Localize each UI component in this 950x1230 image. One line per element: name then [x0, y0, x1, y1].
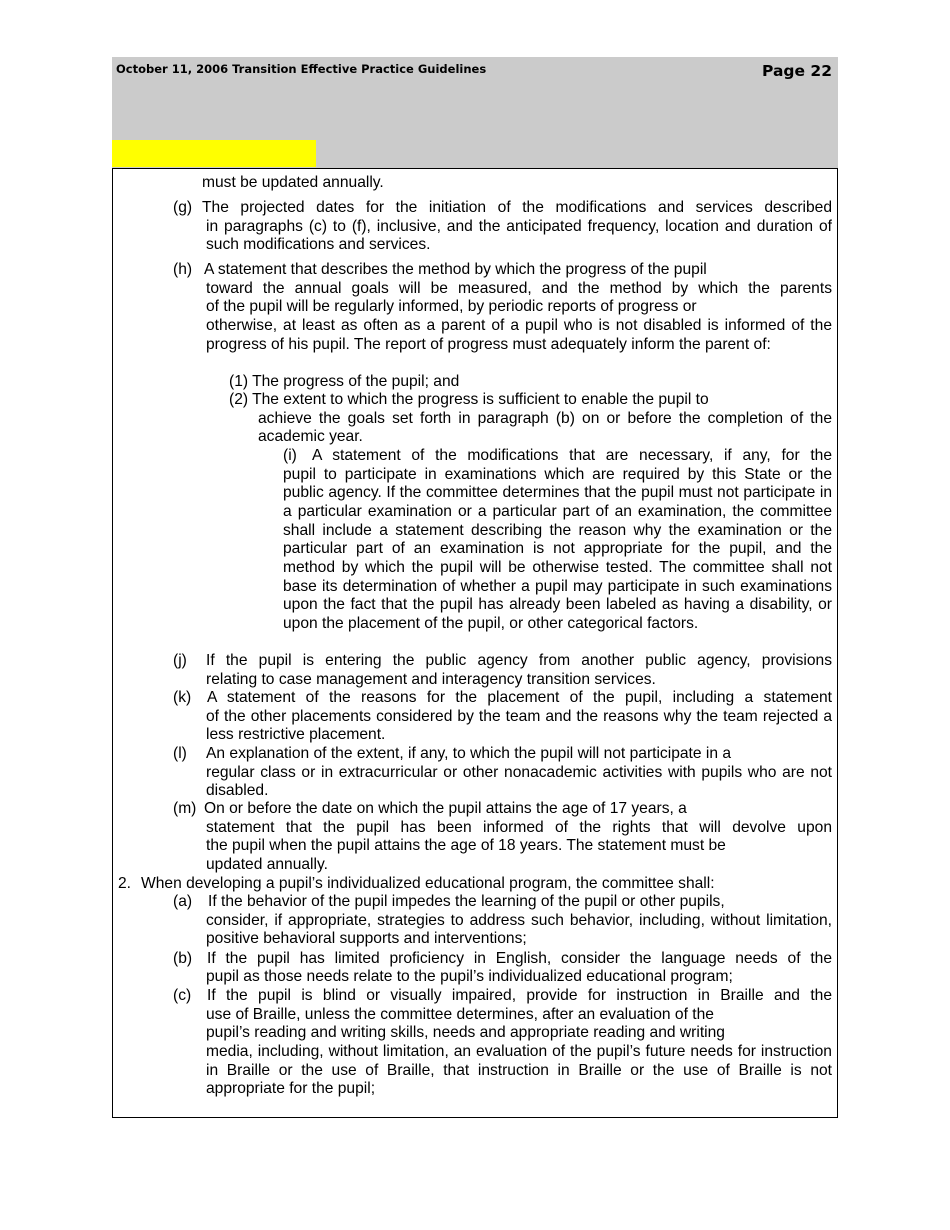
item-g-label: (g): [173, 199, 193, 216]
item-j-label: (j): [173, 652, 187, 669]
highlight-bar: [112, 140, 316, 167]
item-i-label: (i): [283, 447, 297, 464]
item-l-label: (l): [173, 745, 187, 762]
item-2c-label: (c): [173, 987, 192, 1004]
item-2a-text: consider, if appropriate, strategies to address such behavior, including, without limitation, positive behavioral supports and interventions;: [206, 911, 832, 948]
item-2c-text: media, including, without limitation, an evaluation of the pupil’s future needs for instruction in Braille or the use of Braille, that instruction in Braille or the use of Braille is not appropriate for the pupil;: [206, 1043, 832, 1098]
item-g-text: in paragraphs (c) to (f), inclusive, and the anticipated frequency, location and duration of such modifications and services.: [206, 217, 832, 254]
item-2a-label: (a): [173, 893, 193, 910]
header-title: October 11, 2006 Transition Effective Practice Guidelines: [116, 62, 487, 76]
item-l-text: regular class or in extracurricular or other nonacademic activities with pupils who are not disabled.: [206, 763, 832, 800]
item-2a-first: If the behavior of the pupil impedes the learning of the pupil or other pupils,: [208, 893, 725, 910]
item-2b-first: If the pupil has limited proficiency in English, consider the language needs of the: [207, 949, 832, 967]
item-k-first: A statement of the reasons for the placement of the pupil, including a statement: [207, 689, 832, 706]
item-m-line4: updated annually.: [206, 856, 328, 873]
item-m-line2: statement that the pupil has been informed of the rights that will devolve upon: [206, 818, 832, 836]
item-2c-line2: use of Braille, unless the committee determines, after an evaluation of the: [206, 1005, 714, 1023]
item-2b-text: pupil as those needs relate to the pupil’s individualized educational program;: [206, 968, 733, 985]
item-m-first: On or before the date on which the pupil attains the age of 17 years, a: [204, 800, 687, 817]
item-h-line3: of the pupil will be regularly informed, by periodic reports of progress or: [206, 298, 697, 316]
item-h-first: A statement that describes the method by which the progress of the pupil: [204, 261, 707, 278]
item-h-sub2-text: achieve the goals set forth in paragraph (b) on or before the completion of the academic year.: [258, 409, 832, 446]
item-i-text: pupil to participate in examinations which are required by this State or the public agency. If the committee determines that the pupil must not participate in a particular examination or a particular part of an examination, the committee shall include a statement describing the reason why the examination or the particular part of an examination is not appropriate for the pupil, and the method by which the pupil will be otherwise tested. The committee shall not base its determination of whether a pupil may participate in such examinations upon the fact that the pupil has already been labeled as having a disability, or upon the placement of the pupil, or other categorical factors.: [283, 465, 832, 632]
item-2c-first: If the pupil is blind or visually impaired, provide for instruction in Braille and the: [207, 987, 832, 1004]
item-i-first: A statement of the modifications that are necessary, if any, for the: [312, 447, 832, 464]
item-l-first: An explanation of the extent, if any, to which the pupil will not participate in a: [206, 745, 732, 762]
page-header: [112, 57, 838, 169]
item-j-text: relating to case management and interagency transition services.: [206, 670, 656, 688]
item-g-first: The projected dates for the initiation of the modifications and services described: [202, 199, 832, 216]
item-k-label: (k): [173, 689, 192, 706]
continuation-line: must be updated annually.: [202, 174, 384, 191]
item-k-text: of the other placements considered by the team and the reasons why the team rejected a less restrictive placement.: [206, 707, 832, 744]
item-h-line2: toward the annual goals will be measured, and the method by which the parents: [206, 279, 832, 297]
page-number: Page 22: [762, 62, 832, 80]
item-h-text: otherwise, at least as often as a parent of a pupil who is not disabled is informed of the progress of his pupil. The report of progress must adequately inform the parent of:: [206, 317, 832, 353]
item-m-line3: the pupil when the pupil attains the age of 18 years. The statement must be: [206, 837, 726, 855]
section-2-label: 2.: [118, 875, 132, 892]
item-h-sub2: (2) The extent to which the progress is sufficient to enable the pupil to: [229, 391, 709, 409]
item-j-first: If the pupil is entering the public agency from another public agency, provisions: [206, 652, 832, 669]
item-h-sub1: (1) The progress of the pupil; and: [229, 372, 460, 390]
section-2-text: When developing a pupil’s individualized educational program, the committee shall:: [141, 875, 715, 892]
item-2b-label: (b): [173, 949, 193, 967]
item-m-label: (m): [173, 800, 197, 817]
item-2c-line3: pupil’s reading and writing skills, needs and appropriate reading and writing: [206, 1024, 725, 1042]
item-h-label: (h): [173, 261, 193, 278]
